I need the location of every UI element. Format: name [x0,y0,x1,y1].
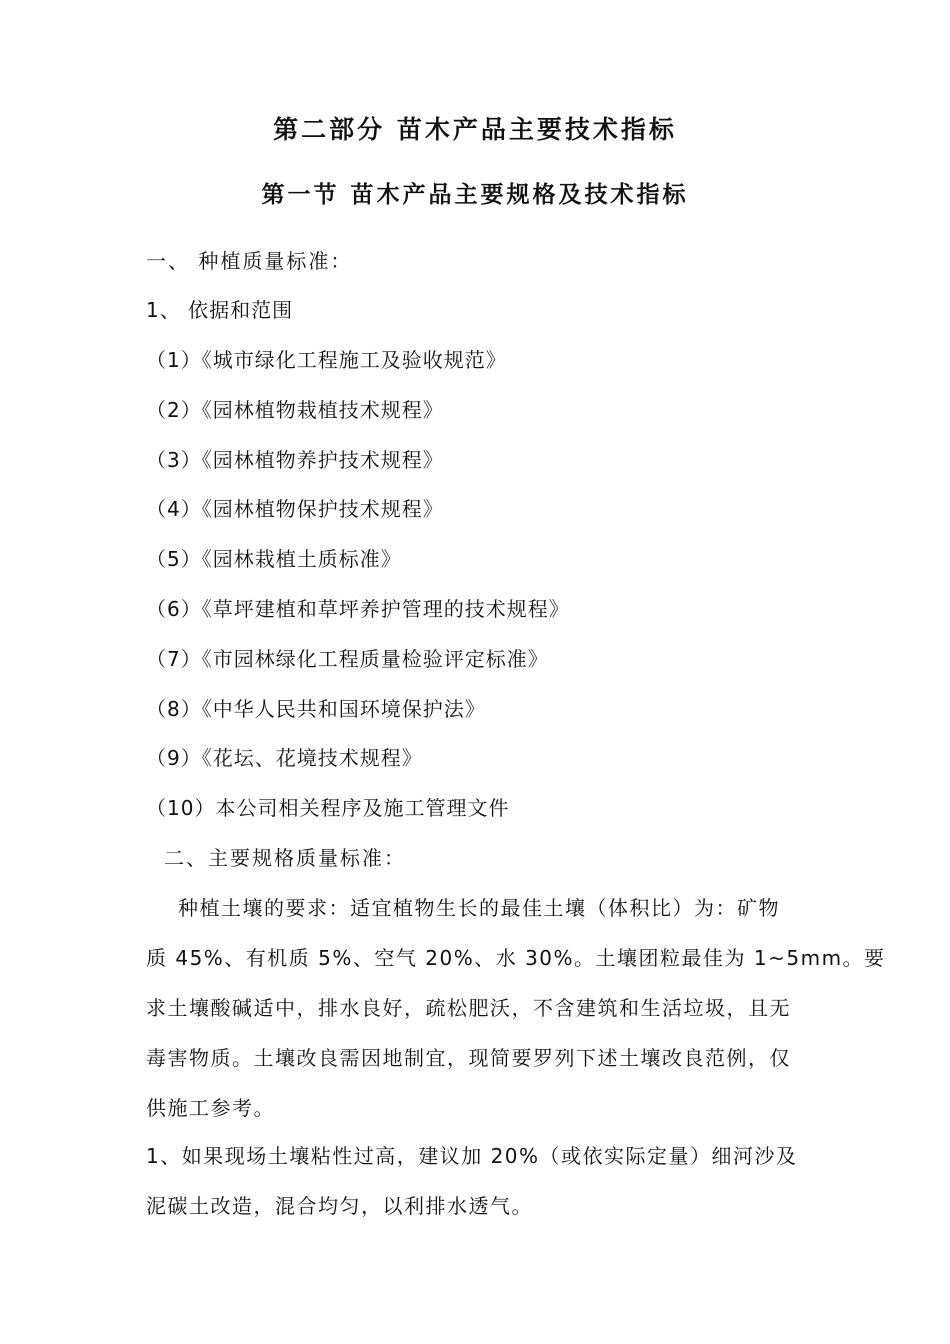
heading-main-specs: 二、主要规格质量标准： [164,846,406,870]
paragraph-line: 毒害物质。土壤改良需因地制宜，现简要罗列下述土壤改良范例，仅 [146,1046,791,1070]
paragraph-line: 求土壤酸碱适中，排水良好，疏松肥沃，不含建筑和生活垃圾，且无 [146,996,791,1020]
reference-item: （8）《中华人民共和国环境保护法》 [146,697,486,721]
reference-item: （10）本公司相关程序及施工管理文件 [146,796,510,820]
reference-item: （6）《草坪建植和草坪养护管理的技术规程》 [146,597,570,621]
paragraph-line: 泥碳土改造，混合均匀，以利排水透气。 [146,1194,533,1218]
section-title: 第一节 苗木产品主要规格及技术指标 [261,182,689,208]
reference-item: （3）《园林植物养护技术规程》 [146,448,444,472]
reference-item: （7）《市园林绿化工程质量检验评定标准》 [146,647,549,671]
paragraph-line: 供施工参考。 [146,1096,275,1120]
paragraph-line: 1、如果现场土壤粘性过高，建议加 20%（或依实际定量）细河沙及 [146,1144,798,1168]
reference-item: （2）《园林植物栽植技术规程》 [146,398,444,422]
reference-item: （1）《城市绿化工程施工及验收规范》 [146,348,507,372]
reference-item: （9）《花坛、花境技术规程》 [146,746,423,770]
soil-improvement-item-1 [146,1143,808,1243]
document-title: 第二部分 苗木产品主要技术指标 [273,115,677,144]
reference-item: （5）《园林栽植土质标准》 [146,547,402,571]
soil-requirements-paragraph [146,895,886,1145]
paragraph-line: 种植土壤的要求：适宜植物生长的最佳土壤（体积比）为：矿物 [178,896,780,920]
subheading-basis-scope: 1、 依据和范围 [146,298,294,322]
heading-planting-quality: 一、 种植质量标准： [146,249,353,273]
paragraph-line: 质 45%、有机质 5%、空气 20%、水 30%。土壤团粒最佳为 1~5mm。要 [146,946,886,970]
reference-item: （4）《园林植物保护技术规程》 [146,497,444,521]
